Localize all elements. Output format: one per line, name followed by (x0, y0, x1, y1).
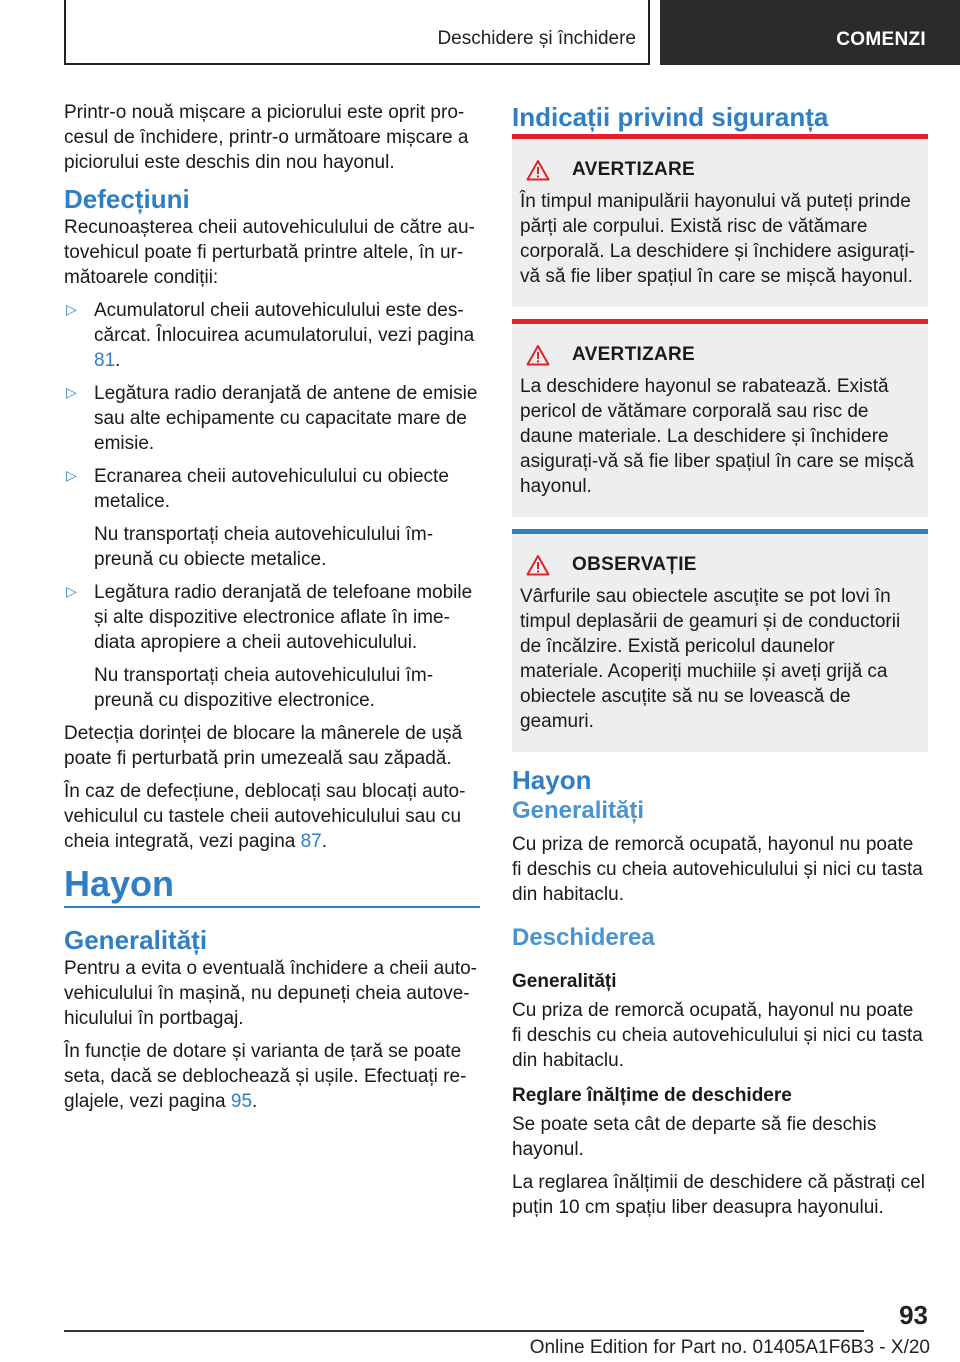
warning-text: În timpul manipulării hayonului vă puteți prinde părți ale corpului. Există risc de vătămare corporală. La deschidere și închidere asigurați-vă să fie liber spațiul în care se mișcă hayonul. (520, 191, 915, 287)
general-paragraph-1: Pentru a evita o eventuală închidere a cheii autovehiculului în mașină, nu depuneți cheia autovehiculului în portbagaj. (64, 958, 477, 1029)
list-item-text: Legătura radio deranjată de antene de emisie sau alte echipamente cu capacitate mare de emisie. (94, 383, 478, 454)
general-paragraph-2: În funcție de dotare și varianta de țară se poate seta, dacă se deblochează și ușile. Efectuați reglajele, vezi pagina (64, 1041, 467, 1112)
section-title: Deschidere și închidere (437, 28, 636, 49)
opening-general-text: Cu priza de remorcă ocupată, hayonul nu poate fi deschis cu cheia autovehiculului și nici cu tasta din habitaclu. (512, 1000, 923, 1071)
triangle-right-icon: ▷ (66, 583, 77, 599)
page-number: 93 (899, 1300, 928, 1330)
intro-paragraph: Printr-o nouă mișcare a piciorului este oprit procesul de închidere, printr-o următoare mișcare a piciorului este deschis din nou hayonul. (64, 102, 469, 173)
section-divider (64, 906, 480, 908)
list-item (64, 381, 480, 456)
header-left-rule (64, 0, 66, 64)
fault-paragraph: În caz de defecțiune, deblocați sau blocați autovehiculul cu tastele cheii autovehiculului sau cu cheia integrată, vezi pagina (64, 781, 466, 852)
warning-box (512, 319, 928, 517)
heading-general-right: Generalități (512, 797, 645, 824)
right-column (512, 100, 928, 1228)
height-paragraph-2: La reglarea înălțimii de deschidere că păstrați cel puțin 10 cm spațiu liber deasupra hayonului. (512, 1172, 925, 1218)
warning-triangle-icon (526, 554, 550, 576)
defects-intro: Recunoașterea cheii autovehiculului de către autovehicul poate fi perturbată printre altele, în următoarele condiții: (64, 217, 475, 288)
warning-triangle-icon (526, 159, 550, 181)
list-item-note: Nu transportați cheia autovehiculului împreună cu obiecte metalice. (94, 524, 434, 570)
notice-box (512, 529, 928, 752)
warning-triangle-icon (526, 344, 550, 366)
list-item-text: Acumulatorul cheii autovehiculului este descărcat. Înlocuirea acumulatorului, vezi pagina (94, 300, 475, 346)
warning-title: AVERTIZARE (572, 159, 695, 180)
triangle-right-icon: ▷ (66, 384, 77, 400)
left-column: Printr-o nouă mișcare a piciorului este oprit procesul de închidere, printr-o următoare mișcare a piciorului este deschis din nou hayonul. Defecțiuni Recunoașterea cheii autovehiculului de către autovehicul poate fi perturbată printre altele, în următoarele condiții: ▷ Acumulatorul cheii autovehiculului este descărcat. Înlocuirea acumulatorului, vezi pagina 81. ▷ Legătura radio deranjată de antene de emisie sau alte echipamente cu capacitate mare de emisie. ▷ Ecranarea cheii autovehiculului cu obiecte metalice. Nu transportați cheia autovehiculului împreună cu obiecte metalice. ▷ Legătura radio deranjată de telefoane mobile și alte dispozitive electronice aflate în imediata apropiere a cheii autovehiculului. Nu transportați cheia autovehiculului împreună cu dispozitive electronice. Detecția dorinței de blocare la mânerele de ușă poate fi perturbată prin umezeală sau zăpadă. În caz de defecțiune, deblocați sau blocați autovehiculul cu tastele cheii autovehiculului sau cu cheia integrată, vezi pagina 87. Hayon Generalități Pentru a evita o eventuală închidere a cheii autovehiculului în mașină, nu depuneți cheia autovehiculului în portbagaj. În funcție de dotare și varianta de țară se poate seta, dacă se deblochează și ușile. Efectuați reglajele, vezi pagina 95. (64, 100, 480, 1122)
heading-safety: Indicații privind siguranța (512, 102, 829, 132)
heading-hayon: Hayon (64, 863, 175, 904)
header-right-rule (648, 0, 650, 64)
triangle-right-icon: ▷ (66, 301, 77, 317)
footer-rule (64, 1330, 864, 1332)
list-item-text: Legătura radio deranjată de telefoane mobile și alte dispozitive electronice aflate în imediata apropiere a cheii autovehiculului. (94, 582, 473, 653)
page-link-95[interactable]: 95 (230, 1091, 253, 1112)
page-link-87[interactable]: 87 (300, 831, 322, 852)
notice-text: Vârfurile sau obiectele ascuțite se pot lovi în timpul deplasării de geamuri și de conductorii de încălzire. Există pericolul daunelor materiale. Acoperiți muchiile și aveți grijă ca obiectele ascuțite să nu se lovească de geamuri. (520, 586, 901, 732)
list-item (64, 464, 480, 572)
heading-opening-height: Reglare înălțime de deschidere (512, 1085, 792, 1106)
detect-paragraph: Detecția dorinței de blocare la mânerele de ușă poate fi perturbată prin umezeală sau zăpadă. (64, 723, 463, 769)
header-bottom-rule (64, 63, 650, 65)
warning-box (512, 134, 928, 307)
height-paragraph-1: Se poate seta cât de departe să fie deschis hayonul. (512, 1114, 877, 1160)
heading-opening: Deschiderea (512, 924, 655, 951)
heading-hayon-right: Hayon (512, 765, 592, 795)
list-item-text: Ecranarea cheii autovehiculului cu obiecte metalice. (94, 466, 449, 512)
list-item: ▷ Acumulatorul cheii autovehiculului este descărcat. Înlocuirea acumulatorului, vezi pagina 81. (66, 300, 475, 371)
page-link-81[interactable]: 81 (94, 350, 116, 371)
general-text-right: Cu priza de remorcă ocupată, hayonul nu poate fi deschis cu cheia autovehiculului și nici cu tasta din habitaclu. (512, 834, 923, 905)
heading-opening-general: Generalități (512, 971, 617, 992)
triangle-right-icon: ▷ (66, 467, 77, 483)
chapter-tab (660, 0, 960, 65)
chapter-label: COMENZI (836, 29, 926, 50)
defects-list (64, 298, 480, 713)
list-item (64, 580, 480, 713)
notice-title: OBSERVAȚIE (572, 554, 697, 575)
edition-note: Online Edition for Part no. 01405A1F6B3 - X/20 (529, 1337, 930, 1358)
list-item-note: Nu transportați cheia autovehiculului împreună cu dispozitive electronice. (94, 665, 434, 711)
heading-defects: Defecțiuni (64, 184, 190, 214)
heading-general: Generalități (64, 925, 208, 955)
warning-text: La deschidere hayonul se rabatează. Există pericol de vătămare corporală sau risc de daune materiale. La deschidere și închidere asigurați-vă să fie liber spațiul în care se mișcă hayonul. (520, 376, 914, 497)
warning-title: AVERTIZARE (572, 344, 695, 365)
